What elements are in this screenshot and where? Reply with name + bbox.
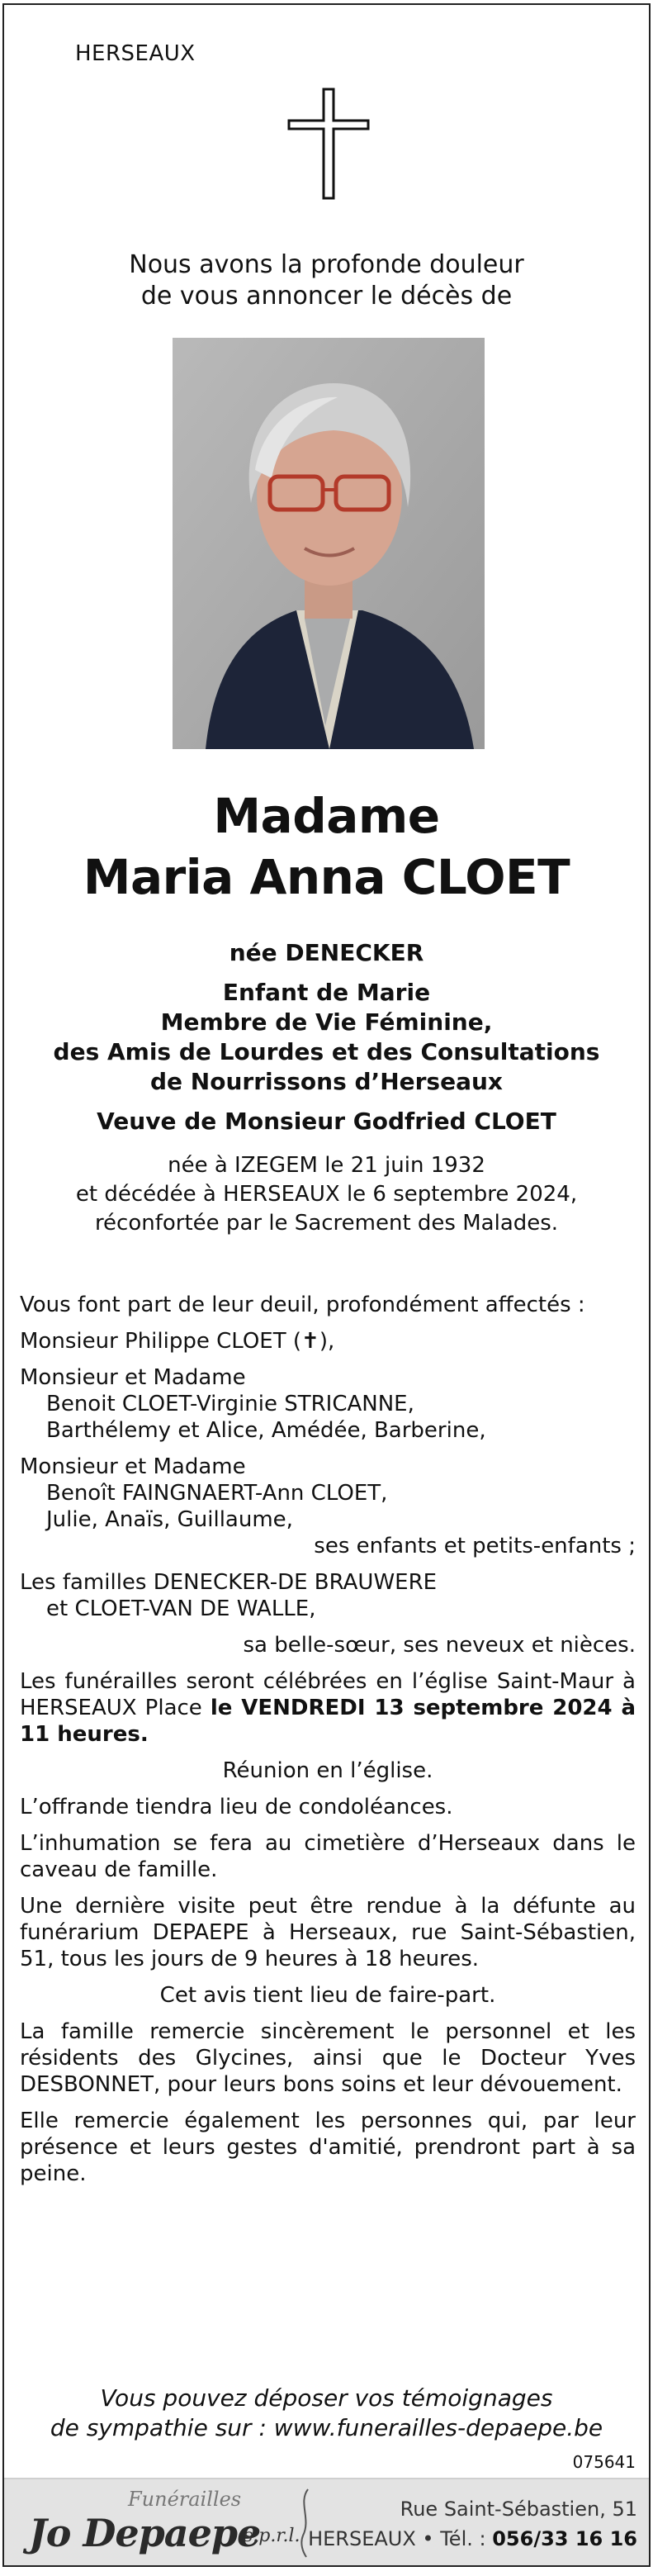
- body-paragraph: Une dernière visite peut être rendue à la défunte au funérarium DEPAEPE à Herseaux, rue Saint-Sébastien, 51, tous les jours de 9 heures à 18 heures.: [20, 1894, 636, 1971]
- family-member: [20, 1328, 636, 1354]
- funeral-home-brand: Jo Depaepe: [29, 2511, 261, 2555]
- funeral-home-suffix: s.p.r.l.: [244, 2526, 300, 2546]
- funeral-text: Les funérailles seront célébrées en l’église Saint-Maur à HERSEAUX Place: [20, 1669, 636, 1720]
- body-paragraph: Réunion en l’église.: [222, 1758, 433, 1783]
- deceased-name: Maria Anna CLOET: [83, 849, 570, 905]
- body-paragraph: L’inhumation se fera au cimetière d’Herseaux dans le caveau de famille.: [20, 1831, 636, 1882]
- tribute-text: [4, 2384, 649, 2443]
- body-paragraph: L’offrande tiendra lieu de condoléances.: [20, 1795, 453, 1819]
- deceased-cross-icon: ✝: [301, 1329, 319, 1354]
- deceased-details: [4, 938, 649, 1136]
- detail-line: Enfant de Marie: [222, 979, 431, 1006]
- funeral-home-phone: 056/33 16 16: [492, 2527, 637, 2550]
- family-name: Monsieur Philippe CLOET (: [20, 1329, 302, 1354]
- portrait-photo: [173, 338, 485, 749]
- tribute-line: Vous pouvez déposer vos témoignages: [100, 2384, 553, 2412]
- family-line: Monsieur et Madame: [20, 1365, 246, 1390]
- detail-line: des Amis de Lourdes et des Consultations: [53, 1038, 600, 1065]
- funeral-date: le VENDREDI 13 septembre 2024 à 11 heures.: [20, 1696, 636, 1747]
- maiden-name: née DENECKER: [229, 939, 424, 966]
- funeral-home-city: HERSEAUX • Tél. :: [308, 2527, 486, 2550]
- death-line: et décédée à HERSEAUX le 6 septembre 2024,: [75, 1182, 578, 1207]
- family-line: et CLOET-VAN DE WALLE,: [46, 1596, 316, 1621]
- family-line: Barthélemy et Alice, Amédée, Barberine,: [46, 1418, 486, 1443]
- intro-line: de vous annoncer le décès de: [140, 282, 513, 311]
- detail-line: de Nourrissons d’Herseaux: [150, 1068, 503, 1095]
- notice-body: [20, 1292, 636, 2187]
- family-line: Benoît FAINGNAERT-Ann CLOET,: [46, 1481, 388, 1506]
- funeral-home-contact: [308, 2527, 637, 2550]
- birth-line: née à IZEGEM le 21 juin 1932: [168, 1153, 485, 1178]
- intro-line: Nous avons la profonde douleur: [129, 250, 524, 279]
- deceased-title: Madame: [213, 788, 440, 844]
- funeral-home-footer: [4, 2478, 649, 2565]
- funeral-paragraph: [20, 1668, 636, 1748]
- intro-text: [4, 249, 649, 312]
- body-paragraph: La famille remercie sincèrement le personnel et les résidents des Glycines, ainsi que le Docteur Yves DESBONNET, pour leurs bons soins et leur dévouement.: [20, 2019, 636, 2097]
- family-line: Les familles DENECKER-DE BRAUWERE: [20, 1570, 438, 1595]
- family-line: sa belle-sœur, ses neveux et nièces.: [243, 1633, 636, 1658]
- body-paragraph: Vous font part de leur deuil, profondément affectés :: [20, 1293, 585, 1317]
- birth-death-info: [4, 1151, 649, 1238]
- body-paragraph: Elle remercie également les personnes qui, par leur présence et leurs gestes d'amitié, prendront part à sa peine.: [20, 2109, 636, 2186]
- obituary-notice: [2, 3, 651, 2567]
- detail-line: Membre de Vie Féminine,: [160, 1008, 493, 1036]
- widow-line: Veuve de Monsieur Godfried CLOET: [97, 1108, 556, 1135]
- tribute-line: de sympathie sur : www.funerailles-depaepe.be: [50, 2414, 603, 2441]
- sacrament-line: réconfortée par le Sacrement des Malades.: [94, 1211, 559, 1236]
- family-line: ses enfants et petits-enfants ;: [314, 1534, 636, 1558]
- family-line: Julie, Anaïs, Guillaume,: [46, 1507, 293, 1532]
- family-line: Benoit CLOET-Virginie STRICANNE,: [46, 1392, 414, 1416]
- funeral-home-street: Rue Saint-Sébastien, 51: [400, 2498, 637, 2521]
- cross-icon: [286, 88, 371, 200]
- reference-number: 075641: [572, 2452, 636, 2472]
- family-line: Monsieur et Madame: [20, 1454, 246, 1479]
- family-name-end: ),: [319, 1329, 335, 1354]
- body-paragraph: Cet avis tient lieu de faire-part.: [159, 1983, 496, 2008]
- deceased-name-block: [4, 785, 649, 908]
- location-label: HERSEAUX: [75, 41, 196, 66]
- funeral-home-label: Funérailles: [128, 2488, 242, 2511]
